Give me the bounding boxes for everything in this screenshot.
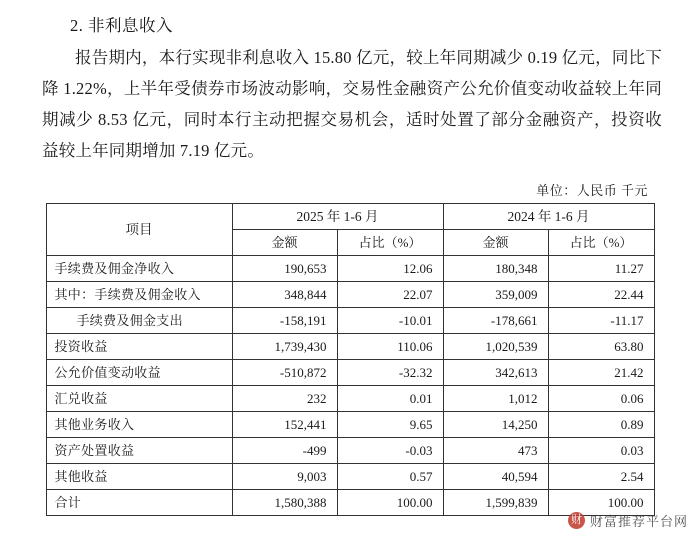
row-current-ratio: -32.32	[337, 360, 443, 386]
table-row	[46, 308, 654, 334]
row-prior-ratio: 100.00	[548, 490, 654, 516]
table-row	[46, 360, 654, 386]
table-row	[46, 438, 654, 464]
row-prior-ratio: 0.06	[548, 386, 654, 412]
row-prior-amount: 342,613	[443, 360, 548, 386]
table-body	[46, 256, 654, 516]
row-item-label: 手续费及佣金支出	[46, 308, 232, 334]
row-current-amount: -158,191	[232, 308, 337, 334]
row-prior-amount: 473	[443, 438, 548, 464]
row-item-label: 资产处置收益	[46, 438, 232, 464]
row-current-ratio: 110.06	[337, 334, 443, 360]
row-prior-amount: 1,012	[443, 386, 548, 412]
row-current-ratio: 9.65	[337, 412, 443, 438]
row-prior-amount: -178,661	[443, 308, 548, 334]
table-row	[46, 256, 654, 282]
row-current-amount: 190,653	[232, 256, 337, 282]
row-current-amount: 1,739,430	[232, 334, 337, 360]
row-current-amount: 9,003	[232, 464, 337, 490]
row-item-label: 投资收益	[46, 334, 232, 360]
row-item-label: 其他业务收入	[46, 412, 232, 438]
row-current-ratio: 12.06	[337, 256, 443, 282]
row-item-label: 其中：手续费及佣金收入	[46, 282, 232, 308]
row-item-label: 其他收益	[46, 464, 232, 490]
table-row	[46, 386, 654, 412]
table-header	[46, 204, 654, 256]
row-prior-amount: 180,348	[443, 256, 548, 282]
row-item-label: 汇兑收益	[46, 386, 232, 412]
table-row	[46, 464, 654, 490]
row-current-amount: 232	[232, 386, 337, 412]
row-current-amount: -499	[232, 438, 337, 464]
header-period-prior: 2024 年 1-6 月	[443, 204, 654, 230]
row-prior-ratio: 21.42	[548, 360, 654, 386]
row-prior-amount: 1,020,539	[443, 334, 548, 360]
watermark-text: 财富推荐平台网	[589, 514, 688, 529]
table-row	[46, 334, 654, 360]
row-current-ratio: -10.01	[337, 308, 443, 334]
row-prior-amount: 359,009	[443, 282, 548, 308]
row-item-label: 手续费及佣金净收入	[46, 256, 232, 282]
unit-note: 单位：人民币 千元	[536, 183, 648, 198]
table-row	[46, 412, 654, 438]
table-header-row-1	[46, 204, 654, 230]
watermark-badge-icon: 财	[568, 512, 585, 529]
row-current-ratio: 100.00	[337, 490, 443, 516]
header-current-ratio: 占比（%）	[337, 230, 443, 256]
row-current-ratio: -0.03	[337, 438, 443, 464]
row-prior-amount: 1,599,839	[443, 490, 548, 516]
row-current-amount: 152,441	[232, 412, 337, 438]
row-prior-ratio: 0.03	[548, 438, 654, 464]
row-current-amount: 348,844	[232, 282, 337, 308]
row-item-label: 公允价值变动收益	[46, 360, 232, 386]
row-current-amount: -510,872	[232, 360, 337, 386]
table-row	[46, 490, 654, 516]
row-prior-ratio: 2.54	[548, 464, 654, 490]
header-current-amount: 金额	[232, 230, 337, 256]
section-heading: 2. 非利息收入	[70, 16, 173, 35]
watermark	[568, 511, 688, 530]
table-row	[46, 282, 654, 308]
non-interest-income-table	[46, 203, 655, 516]
header-item: 项目	[46, 204, 232, 256]
row-prior-ratio: 0.89	[548, 412, 654, 438]
row-prior-ratio: 11.27	[548, 256, 654, 282]
row-prior-ratio: 63.80	[548, 334, 654, 360]
row-prior-amount: 14,250	[443, 412, 548, 438]
header-prior-amount: 金额	[443, 230, 548, 256]
row-current-ratio: 0.57	[337, 464, 443, 490]
row-prior-amount: 40,594	[443, 464, 548, 490]
row-prior-ratio: -11.17	[548, 308, 654, 334]
body-paragraph: 报告期内，本行实现非利息收入 15.80 亿元，较上年同期减少 0.19 亿元，同比下降 1.22%，上半年受债券市场波动影响，交易性金融资产公允价值变动收益较上年同期减少 8.53 亿元，同时本行主动把握交易机会，适时处置了部分金融资产，投资收益较上年同期增加 7.19 亿元。	[42, 48, 662, 160]
row-prior-ratio: 22.44	[548, 282, 654, 308]
row-item-label: 合计	[46, 490, 232, 516]
row-current-ratio: 22.07	[337, 282, 443, 308]
header-prior-ratio: 占比（%）	[548, 230, 654, 256]
header-period-current: 2025 年 1-6 月	[232, 204, 443, 230]
row-current-amount: 1,580,388	[232, 490, 337, 516]
row-current-ratio: 0.01	[337, 386, 443, 412]
